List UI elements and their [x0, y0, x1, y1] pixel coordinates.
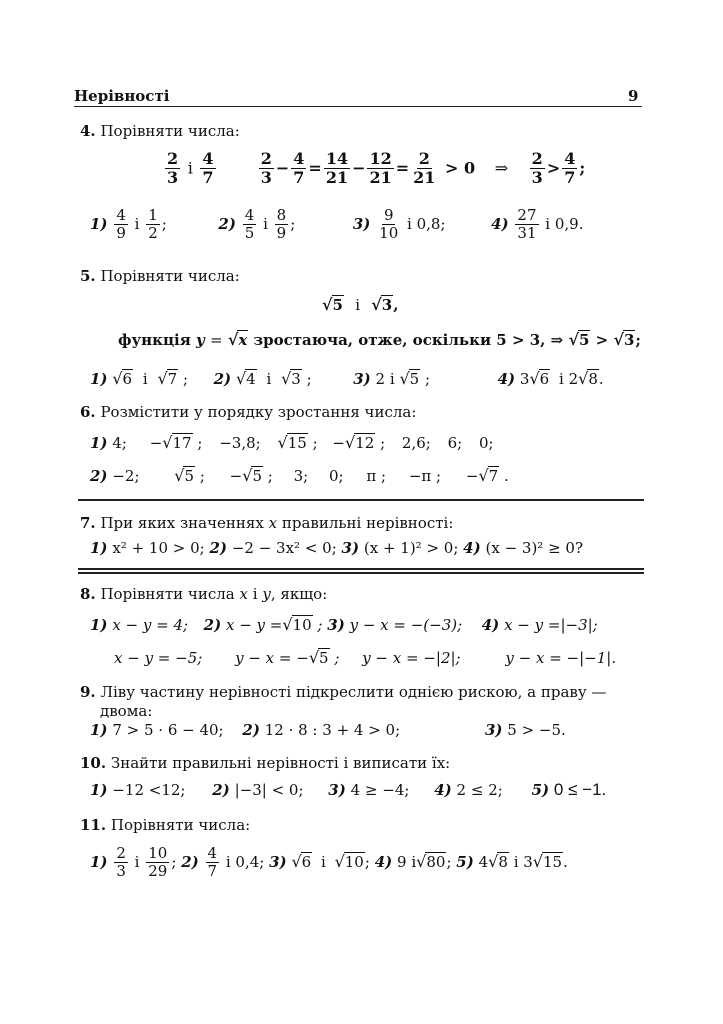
square-root: √8 [578, 369, 598, 388]
fraction: $\frac{27}{31}$ [517, 206, 537, 243]
fraction: $\frac{4}{7}$ [207, 844, 218, 881]
problem-10-items: 1) −12 <12; 2) |−3| < 0; 3) 4 ≥ −4; 4) 2 ≤ 2; 5) 0 ≤ −1. [90, 780, 607, 799]
problem-9-heading-cont: двома: [100, 702, 153, 720]
square-root: √5 [308, 648, 329, 667]
problem-7-heading: 7. При яких значеннях x правильні нерівності: [80, 514, 454, 532]
fraction: $\frac{4}{7}$ [293, 149, 305, 188]
fraction: $\frac{4}{7}$ [202, 149, 214, 188]
square-root: √10 [334, 851, 364, 871]
fraction: $\frac{9}{10}$ [379, 206, 399, 243]
section-divider-double-bottom [78, 572, 644, 574]
fraction: $\frac{1}{2}$ [148, 206, 158, 243]
square-root: √5 [568, 330, 590, 349]
square-root: √7 [157, 369, 178, 388]
problem-4-heading [80, 121, 240, 141]
fraction: $\frac{4}{7}$ [564, 149, 576, 188]
problem-text: Порівняти числа: [100, 122, 240, 140]
square-root: √3 [371, 295, 393, 314]
page-number: 9 [628, 87, 639, 105]
fraction: $\frac{2}{3}$ [531, 149, 543, 188]
fraction: $\frac{4}{5}$ [244, 206, 255, 243]
square-root: √80 [416, 851, 446, 871]
fraction: $\frac{14}{21}$ [325, 149, 349, 188]
square-root: √15 [277, 433, 307, 452]
problem-6-row-2: 2) −2; √5 ; −√5 ; 3; 0; π ; −π ; −√7 . [90, 466, 509, 485]
fraction: $\frac{8}{9}$ [276, 206, 287, 243]
problem-5-items: 1) √6 і √7 ; 2) √4 і √3 ; 3) 2 і √5 ; 4) 3√6 і 2√8. [90, 369, 604, 388]
problem-8-heading: 8. Порівняти числа x і y, якщо: [80, 585, 328, 603]
fraction: $\frac{2}{3}$ [260, 149, 272, 188]
fraction: $\frac{2}{3}$ [116, 844, 126, 881]
page-header-title: Нерівності [74, 87, 170, 105]
problem-5-heading: 5. Порівняти числа: [80, 267, 240, 285]
square-root: √7 [478, 466, 499, 485]
fraction: $\frac{2}{21}$ [413, 149, 436, 188]
square-root: √5 [174, 466, 195, 485]
problem-9-items: 1) 7 > 5 · 6 − 40; 2) 12 · 8 : 3 + 4 > 0; 3) 5 > −5. [90, 721, 566, 739]
square-root: √8 [488, 851, 508, 871]
square-root: √17 [162, 433, 192, 452]
problem-8-row-2: x − y = −5; y − x = −√5 ; y − x = −|2|; y − x = −|−1|. [114, 648, 617, 667]
square-root: √5 [322, 295, 343, 314]
problem-5-example: √5 і √3, [322, 295, 399, 314]
square-root: √6 [529, 369, 550, 388]
square-root: √5 [242, 466, 262, 485]
square-root: √6 [291, 851, 312, 871]
square-root: √10 [282, 615, 312, 634]
square-root: √15 [532, 851, 563, 871]
problem-8-row-1: 1) x − y = 4; 2) x − y =√10 ; 3) y − x = −(−3); 4) x − y =|−3|; [90, 615, 598, 634]
section-divider [78, 499, 644, 501]
fraction: $\frac{12}{21}$ [369, 149, 392, 188]
problem-11-heading: 11. Порівняти числа: [80, 816, 251, 834]
problem-4-example: $\frac{2}{3}$ і $\frac{4}{7}$ $\frac{2}{3}$ − $\frac{4}{7}$ = $\frac{14}{21}$ − $\frac{12}{21}$ = $\frac{2}{21}$ > 0 ⇒ $\frac{2}{3}$ > $\frac{4}{7}$ ; [167, 149, 586, 188]
header-rule [74, 106, 642, 107]
square-root: √3 [281, 369, 301, 388]
fraction: $\frac{4}{9}$ [116, 206, 126, 243]
square-root: √12 [344, 433, 375, 452]
fraction: $\frac{10}{29}$ [148, 844, 168, 881]
problem-7-items: 1) x² + 10 > 0; 2) −2 − 3x² < 0; 3) (x + 1)² > 0; 4) (x − 3)² ≥ 0? [90, 539, 584, 557]
square-root: √6 [112, 369, 133, 388]
problem-6-row-1: 1) 4; −√17 ; −3,8; √15 ; −√12 ; 2,6; 6; 0; [90, 433, 494, 452]
problem-number: 4. [80, 122, 96, 140]
problem-4-items: 1) $\frac{4}{9}$ і $\frac{1}{2}$ ; 2) $\frac{4}{5}$ і $\frac{8}{9}$ ; 3) $\frac{9}{10}$ і 0,8; 4) $\frac{27}{31}$ і 0,9. [90, 206, 584, 243]
problem-5-function: функція y = √x зростаюча, отже, оскільки 5 > 3, ⇒ √5 > √3; [118, 330, 641, 349]
fraction: $\frac{2}{3}$ [167, 149, 179, 188]
section-divider-double-top [78, 568, 644, 570]
problem-10-heading: 10. Знайти правильні нерівності і виписати їх: [80, 754, 451, 772]
square-root: √3 [613, 330, 635, 349]
square-root: √4 [235, 369, 256, 388]
problem-6-heading: 6. Розмістити у порядку зростання числа: [80, 403, 417, 421]
square-root: √x [227, 330, 248, 349]
problem-9-heading: 9. Ліву частину нерівності підкреслити однією рискою, а праву — [80, 683, 607, 701]
square-root: √5 [399, 369, 420, 388]
problem-11-items: 1) $\frac{2}{3}$ і $\frac{10}{29}$ ; 2) $\frac{4}{7}$ і 0,4; 3) √6 і √10; 4) 9 і√80; 5) 4√8 і 3√15. [90, 844, 568, 881]
